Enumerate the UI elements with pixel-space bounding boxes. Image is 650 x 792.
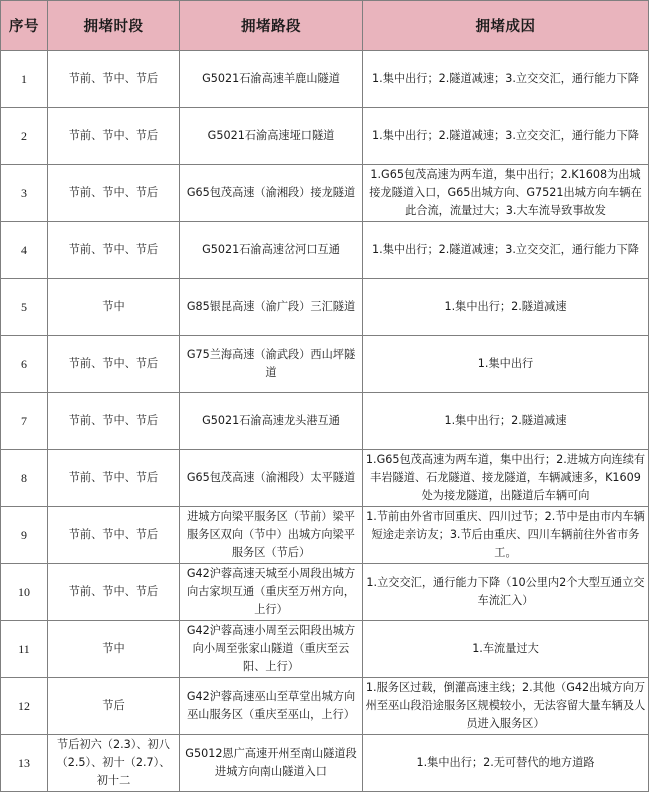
table-row bbox=[1, 450, 649, 507]
header-seq: 序号 bbox=[1, 1, 48, 51]
row-period: 节前、节中、节后 bbox=[48, 336, 180, 393]
row-period: 节后 bbox=[48, 678, 180, 735]
table-row bbox=[1, 564, 649, 621]
row-seq: 13 bbox=[1, 735, 48, 792]
row-seq: 9 bbox=[1, 507, 48, 564]
row-road: G75兰海高速（渝武段）西山坪隧道 bbox=[180, 336, 363, 393]
row-road: G65包茂高速（渝湘段）太平隧道 bbox=[180, 450, 363, 507]
row-period: 节后初六（2.3）、初八（2.5）、初十（2.7）、初十二 bbox=[48, 735, 180, 792]
row-road: G5021石渝高速岔河口互通 bbox=[180, 222, 363, 279]
row-road: G42沪蓉高速巫山至草堂出城方向巫山服务区（重庆至巫山，上行） bbox=[180, 678, 363, 735]
row-road: 进城方向梁平服务区（节前）梁平服务区双向（节中）出城方向梁平服务区（节后） bbox=[180, 507, 363, 564]
row-road: G5021石渝高速垭口隧道 bbox=[180, 108, 363, 165]
table-row bbox=[1, 678, 649, 735]
row-road: G5021石渝高速龙头港互通 bbox=[180, 393, 363, 450]
row-cause: 1.G65包茂高速为两车道，集中出行；2.进城方向连续有丰岩隧道、石龙隧道、接龙隧道，车辆减速多，K1609处为接龙隧道，出隧道后车辆可向 bbox=[363, 450, 649, 507]
row-cause: 1.集中出行 bbox=[363, 336, 649, 393]
row-seq: 1 bbox=[1, 51, 48, 108]
table-row bbox=[1, 165, 649, 222]
row-cause: 1.节前由外省市回重庆、四川过节；2.节中是由市内车辆短途走亲访友；3.节后由重庆、四川车辆前往外省市务工。 bbox=[363, 507, 649, 564]
row-period: 节前、节中、节后 bbox=[48, 393, 180, 450]
row-seq: 8 bbox=[1, 450, 48, 507]
table-row bbox=[1, 336, 649, 393]
row-seq: 11 bbox=[1, 621, 48, 678]
header-cause: 拥堵成因 bbox=[363, 1, 649, 51]
row-road: G5021石渝高速羊鹿山隧道 bbox=[180, 51, 363, 108]
table-row bbox=[1, 735, 649, 792]
row-period: 节中 bbox=[48, 621, 180, 678]
row-period: 节前、节中、节后 bbox=[48, 222, 180, 279]
table-row bbox=[1, 51, 649, 108]
row-seq: 4 bbox=[1, 222, 48, 279]
table-row bbox=[1, 507, 649, 564]
row-seq: 7 bbox=[1, 393, 48, 450]
row-seq: 6 bbox=[1, 336, 48, 393]
row-period: 节前、节中、节后 bbox=[48, 507, 180, 564]
row-seq: 10 bbox=[1, 564, 48, 621]
row-cause: 1.集中出行；2.隧道减速；3.立交交汇，通行能力下降 bbox=[363, 51, 649, 108]
row-road: G85银昆高速（渝广段）三汇隧道 bbox=[180, 279, 363, 336]
row-cause: 1.集中出行；2.隧道减速 bbox=[363, 393, 649, 450]
row-period: 节前、节中、节后 bbox=[48, 564, 180, 621]
row-cause: 1.集中出行；2.隧道减速 bbox=[363, 279, 649, 336]
row-period: 节前、节中、节后 bbox=[48, 165, 180, 222]
table-row bbox=[1, 393, 649, 450]
row-seq: 5 bbox=[1, 279, 48, 336]
table-row bbox=[1, 108, 649, 165]
table-row bbox=[1, 621, 649, 678]
row-period: 节前、节中、节后 bbox=[48, 51, 180, 108]
table-row bbox=[1, 279, 649, 336]
row-cause: 1.集中出行；2.隧道减速；3.立交交汇，通行能力下降 bbox=[363, 108, 649, 165]
row-cause: 1.G65包茂高速为两车道，集中出行；2.K1608为出城接龙隧道入口，G65出城方向、G7521出城方向车辆在此合流，流量过大；3.大车流导致事故发 bbox=[363, 165, 649, 222]
row-road: G5012恩广高速开州至南山隧道段进城方向南山隧道入口 bbox=[180, 735, 363, 792]
row-cause: 1.集中出行；2.隧道减速；3.立交交汇，通行能力下降 bbox=[363, 222, 649, 279]
row-road: G65包茂高速（渝湘段）接龙隧道 bbox=[180, 165, 363, 222]
header-road: 拥堵路段 bbox=[180, 1, 363, 51]
row-cause: 1.集中出行；2.无可替代的地方道路 bbox=[363, 735, 649, 792]
row-seq: 3 bbox=[1, 165, 48, 222]
row-period: 节前、节中、节后 bbox=[48, 450, 180, 507]
row-road: G42沪蓉高速小周至云阳段出城方向小周至张家山隧道（重庆至云阳、上行） bbox=[180, 621, 363, 678]
header-period: 拥堵时段 bbox=[48, 1, 180, 51]
row-cause: 1.立交交汇，通行能力下降（10公里内2个大型互通立交车流汇入） bbox=[363, 564, 649, 621]
row-seq: 2 bbox=[1, 108, 48, 165]
row-period: 节中 bbox=[48, 279, 180, 336]
row-road: G42沪蓉高速天城至小周段出城方向古家坝互通（重庆至万州方向，上行） bbox=[180, 564, 363, 621]
row-cause: 1.车流量过大 bbox=[363, 621, 649, 678]
table-row bbox=[1, 222, 649, 279]
table-header-row bbox=[1, 1, 649, 51]
row-cause: 1.服务区过载，倒灌高速主线；2.其他（G42出城方向万州至巫山段沿途服务区规模较小，无法容留大量车辆及人员进入服务区） bbox=[363, 678, 649, 735]
row-seq: 12 bbox=[1, 678, 48, 735]
row-period: 节前、节中、节后 bbox=[48, 108, 180, 165]
